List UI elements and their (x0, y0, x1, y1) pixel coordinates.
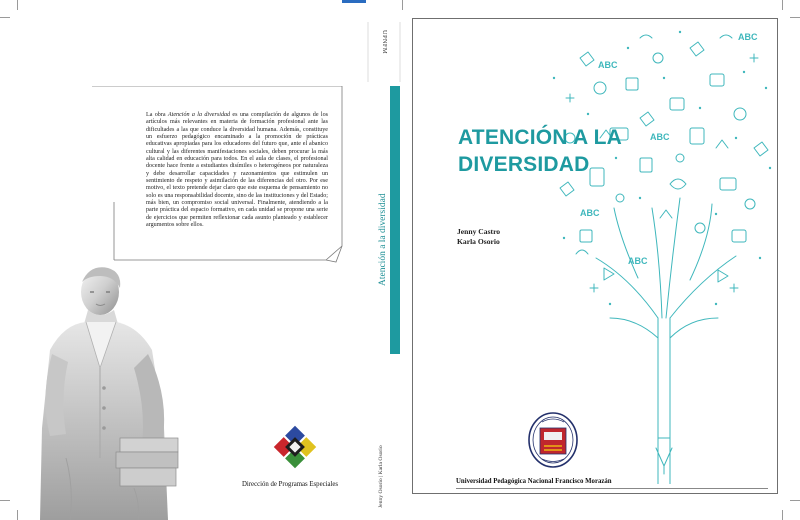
upnfm-seal (528, 412, 578, 468)
crop-mark (782, 0, 783, 10)
dpe-cube-logo (272, 424, 318, 470)
svg-text:ABC: ABC (598, 60, 618, 70)
crop-mark (782, 510, 783, 520)
front-title-line2: DIVERSIDAD (458, 153, 590, 176)
crop-mark (790, 17, 800, 18)
spine-brand: UPNFM (381, 30, 388, 54)
back-blurb: La obra Atención a la diversidad es una compilación de algunos de los artículos más relevantes en materia de formación profesional ante las dificultades a las que conduce la diversidad humana. Además, constituye un esfuerzo pedagógico encaminado a la promoción de prácticas educativas apropiadas para los educadores del futuro que, ante el abanico cultural y las diferentes manifestaciones sociales, deben procurar la más alta calidad en educación para todos. En el aula de clases, el profesional docente hace frente a estudiantes disímiles o heterogéneos por naturaleza y debe desarrollar capacidades y razonamientos que estimulen un sentimiento de respeto y asimilación de las diferencias del otro. Por ese motivo, el texto pretende dejar claro que este esquema de pensamiento no solo es una responsabilidad docente, sino de las instituciones y del Estado; más bien, un compromiso social universal. Finalmente, atendiendo a la parte práctica del espacio formativo, en cada unidad se propone una serie de ejercicios que permiten reflexionar cada asunto planteado y establecer argumentos sobre ellos. (146, 112, 328, 229)
svg-text:ABC: ABC (628, 256, 648, 266)
crop-mark (790, 500, 800, 501)
university-name: Universidad Pedagógica Nacional Francisco Morazán (456, 478, 612, 485)
front-title-line1: ATENCIÓN A LA (458, 126, 622, 149)
svg-text:ABC: ABC (580, 208, 600, 218)
front-title (458, 124, 718, 178)
spine-title: Atención a la diversidad (378, 193, 388, 287)
back-cover (0, 0, 365, 520)
publisher-label: Dirección de Programas Especiales (242, 481, 339, 488)
author-1: Jenny Castro (457, 227, 501, 236)
front-authors (457, 227, 500, 246)
svg-text:ABC: ABC (738, 32, 758, 42)
front-footer-rule (456, 488, 768, 489)
spine-authors: Jenny Osorio | Karla Osorio (378, 445, 384, 508)
author-2: Karla Osorio (457, 236, 500, 246)
crop-mark (402, 0, 403, 10)
statue-photo (30, 258, 180, 520)
svg-text:ABC: ABC (650, 132, 670, 142)
